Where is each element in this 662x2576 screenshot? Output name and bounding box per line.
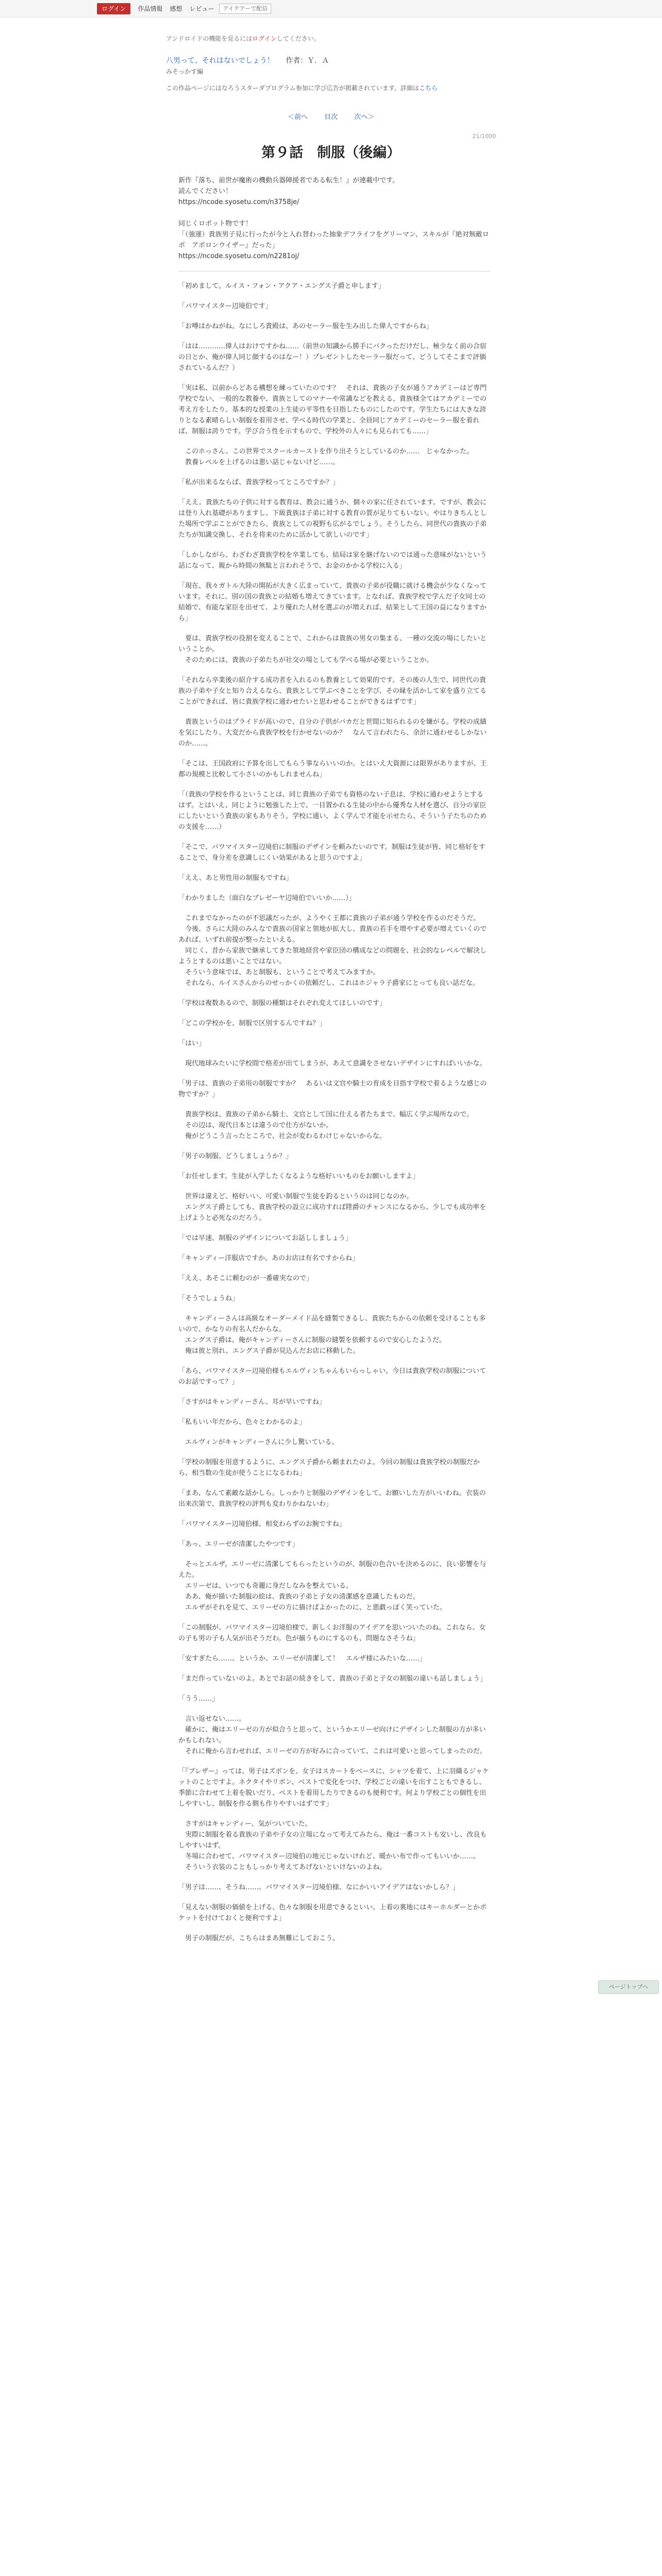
paragraph: 貴族学校は、貴族の子弟から騎士、文官として国に仕える者たちまで、幅広く学ぶ場所なので。 その辺は、現代日本とは違うので仕方がないか。 俺がどうこう言ったところで、社会が変わるわけじゃないからな。 (185, 1111, 473, 1140)
paragraph: 「まあ、なんて素敵な話かしら。しっかりと制服のデザインをして、お願いした方がいいわね。衣装の出来次第で、貴族学校の評判も変わりかねないわ」 (178, 1489, 486, 1508)
paragraph: 「『ブレザー』っては、男子はズボンを、女子はスカートをベースに、シャツを着て、上に羽織るジャケットのことですよ。ネクタイやリボン、ベストで変化をつけ、学校ごとの違いを出すこともできるし、季節に合わせて上着を脱いだり、ベストを着用したりできるのも便利です。何より学校ごとの個性を出しやすいし、制服を作る側も作りやすいはずです」 (178, 1768, 489, 1808)
paragraph: 世界は違えど、格好いい、可愛い制服で生徒を釣るというのは同じなのか。 エングス子爵としても、貴族学校の設立に成功すれば陞爵のチャンスになるから、少しでも成功率を上げようと必死なのだろう。 (178, 1193, 486, 1222)
next-link[interactable]: 次へ＞ (354, 113, 375, 121)
paragraph: 「ええ、あと男性用の制服もですね」 (178, 874, 293, 882)
paragraph: 要は、貴族学校の役割を変えることで、これからは貴族の男女の集まる、一種の交流の場にしたいということか。 そのためには、貴族の子弟たちが社交の場としても学べる場が必要ということか。 (178, 635, 487, 664)
paragraph: 「では早速、制服のデザインについてお話ししましょう」 (178, 1234, 352, 1242)
paragraph: 「初めまして。ルイス・フォン・アクア・エングス子爵と申します」 (178, 282, 385, 290)
paragraph: さすがはキャンディー、気がついていた。 実際に制服を着る貴族の子弟や子女の立場になって考えてみたら、俺は一番コストも安いし、改良もしやすいはず。 冬場に合わせて、パワマイスター辺境伯の地元じゃないけれど、暖かい布で作ってもいいか……。 そういう衣装のこともしっかり考えてあげないといけないのよね。 (178, 1820, 487, 1871)
ad-notice-link[interactable]: こちら (419, 84, 438, 92)
paragraph: 「実は私、以前からどある構想を練っていたのです？ それは、貴族の子女が通うアカデミーはど専門学校でない、一般的な教養や、貴族としてのマナーや常識などを教える、貴族様全てはアカデミーでの考え方をしたり、基本的な授業の上生徒の平等性を目指したものにしたのです。学生たちには大きな誇りとなる素晴らしい制服を着用させ、学べる時代の学業と、全員同じアカデミーのセーラー服を着れば、制服は誇りです。学び合う性を示すもので、学校外の人々にも見られても……」 (178, 384, 487, 435)
login-notice-post: してください。 (276, 35, 320, 42)
paragraph: 現代地球みたいに学校間で格差が出てしまうが、あえて意識をさせないデザインにすればいいかな。 (178, 1060, 487, 1067)
nav-link-info[interactable]: 作品情報 (138, 5, 163, 12)
paragraph: 「まだ作っていないのよ。あとでお話の続きをして、貴族の子弟と子女の制服の違いも話しましょう」 (178, 1675, 487, 1683)
paragraph: 「しかしながら、わざわざ貴族学校を卒業しても、結局は家を継げないのでは通った意味がないという話になって、親から時間の無駄と言われそうで、お金のかかる学校に入る」 (178, 551, 487, 570)
paragraph: 「安すぎたら……、というか、エリーゼが清潔して！ エルザ様にみたいな……」 (178, 1655, 426, 1663)
page-top-button[interactable]: ページトップへ (598, 1980, 659, 1994)
paragraph: 「（貴族の学校を作るということは、同じ貴族の子弟でも資格のない子息は、学校に通わせようとするはず。とはいえ、同じように勉強した上で、一目置かれる生徒の中から優秀な人材を選び、自分の家臣にしたいという貴族の家もありそう。学校に通い、よく学んで才能を示せたら、そういう子たちのための支援を……） (178, 791, 487, 831)
paragraph: これまでなかったのが不思議だったが、ようやく王都に貴族の子弟が通う学校を作るのだそうだ。 今後、さらに大陸のみんなで貴族の国家と領地が拡大し、貴族の若手を増やす必要が増えていくのであれば、いずれ前提が整ったといえる。 同じく、昔から家族で継承してきた領地経営や家臣団の構成などの問題を、社会的なレベルで解決しようとするのは悪いことではない。 そういう意味では、あと制服も、ということで考えてみますか。 それなら、ルイスさんからのせっかくの依頼だし、これはホジャラ子爵家にとっても良い話だな。 (178, 914, 487, 987)
paragraph: 「どこの学校かを、制服で区別するんですね？」 (178, 1020, 326, 1027)
paragraph: 「学校の制服を用意するように、エングス子爵から頼まれたのよ。今回の制服は貴族学校の制服だから、相当数の生徒が使うことになるわね」 (178, 1459, 480, 1477)
paragraph: 「はは…………偉人はおけですかね……（前世の知識から勝手にパクっただけだし、極少なく前の合宿の日とか、俺が偉人同じ顔するのはなー！）プレゼントしたセーラー服だって、どうしてそこまで評価されているんだ？） (178, 343, 487, 372)
paragraph: 「ええ、あそこに頼むのが一番確実なので」 (178, 1275, 313, 1282)
series-title-link[interactable]: 八男って、それはないでしょう！ (166, 57, 274, 65)
nav-link-review[interactable]: レビュー (189, 5, 214, 12)
paragraph: 「あっ、エリーゼが清潔したやつです」 (178, 1540, 299, 1548)
paragraph: 言い返せない……。 確かに、俺はエリーゼの方が似合うと思って、というかエリーゼ向けにデザインした制服の方が多いかもしれない。 それに俺から言わせれば、エリーゼの方が好みに合っていて、これは可愛いと思ってしまったのだ。 (178, 1715, 487, 1755)
prev-link[interactable]: ＜前へ (287, 113, 308, 121)
login-notice-pre: アンドロイドの機能を見るには (166, 35, 253, 42)
paragraph: エルヴィンがキャンディーさんに少し驚いている。 (178, 1438, 339, 1446)
paragraph: 「私が出来るならば、貴族学校ってところですか？」 (178, 479, 339, 486)
paragraph: 「お噂はかねがね。なにしろ貴殿は、あのセーラー服を生み出した偉人ですからね」 (178, 323, 433, 330)
paragraph: 「はい」 (178, 1040, 206, 1047)
paragraph: 「現在、我々ガトル大陸の開拓が大きく広まっていて、貴族の子弟が役職に就ける機会が少なくなっています。それに、別の国の貴族との結婚も増えてきています。となれば、貴族学校で学んだ子女同士の結婚で、有能な家臣を出せて、より優れた人材を選ぶのが増えれば、結果として王国の益になりますから」 (178, 582, 487, 622)
paragraph: 「男子の制服、どうしましょうか？」 (178, 1153, 293, 1160)
paragraph: 「さすがはキャンディーさん、耳が早いですね」 (178, 1398, 326, 1406)
paragraph: 「学校は複数あるので、制服の種類はそれぞれ変えてほしいのです」 (178, 999, 386, 1007)
nav-link-impressions[interactable]: 感想 (170, 5, 183, 12)
paragraph: 「男子は、貴族の子弟用の制服ですか？ あるいは文官や騎士の育成を目指す学校で着るような感じの物ですか？」 (178, 1080, 487, 1098)
distribute-button[interactable]: アイテアーで配信 (219, 4, 271, 14)
login-notice-link[interactable]: ログイン (252, 35, 277, 42)
paragraph: 「うう……」 (178, 1695, 219, 1703)
paragraph: 「男子は……、そうね……。パワマイスター辺境伯様、なにかいいアイデアはないかしら？」 (178, 1884, 459, 1891)
paragraph: 「キャンディー洋服店ですか。あのお店は有名ですからね」 (178, 1255, 359, 1262)
paragraph: 「わかりました（面白なプレゼーヤ辺境伯でいいか……）」 (178, 894, 356, 902)
paragraph: 「そこで、パワマイスター辺境伯に制服のデザインを頼みたいのです。制服は生徒が皆、同じ格好をすることで、身分差を意識しにくい効果があると思うのですよ」 (178, 843, 486, 862)
paragraph: 「パワマイスター辺境伯様、相変わらずのお腕ですね」 (178, 1520, 346, 1528)
series-header (166, 56, 496, 66)
paragraph: 「この制服が、パワマイスター辺境伯様で、新しくお洋服のアイデアを思いついたのね。これなら、女の子も男の子も人気が出そうだわ。色が揃うものにするのも、問題なさそうね」 (178, 1624, 486, 1642)
paragraph: 「ええ。貴族たちの子供に対する教育は、教会に通うか、個々の家に任されています。ですが、教会には登り入れ基礎がありますし、下級貴族は子弟に対する教育の質が足りてもいない。やはりきちんとした場所で学ぶことができたら、貴族としての視野も広がるでしょう。そうしたら、同世代の貴族の子弟たちが知識交換し、それを将来のために活かして欲しいのです」 (178, 499, 487, 539)
top-bar-nav (97, 3, 271, 14)
paragraph-list (178, 281, 490, 1944)
author-ad-block: 新作『落ち、前世が魔術の機動兵器陣援者である転生！』が連載中です。 読んでください！ https://ncode.syosetu.com/n3758je/ 同じくロボット物です！ 「（強運）貴族男子見に行ったが今と入れ替わった抽象デフライフをグリーマン、スキルが『絶対無敵ロボ アポロンウイザー』だった」 https://ncode.syosetu.com/n2281oj/ (178, 177, 489, 260)
paragraph: 「見えない制服の価値を上げる、色々な制服を用意できるといい。上着の裏地にはキーホルダーとかポケットを付けておくと便利ですよ」 (178, 1904, 487, 1922)
paragraph: 「お任せします。生徒が入学したくなるような格好いいものをお願いしますよ」 (178, 1173, 419, 1180)
chapter-pager (166, 111, 496, 121)
ad-notice (166, 83, 496, 92)
top-bar (0, 0, 662, 18)
paragraph: 「あら、パワマイスター辺境伯様もエルヴィンちゃんもいらっしゃい。今日は貴族学校の制服についてのお話ですって？」 (178, 1367, 486, 1386)
paragraph: 「私もいい年だから、色々とわかるのよ」 (178, 1418, 306, 1426)
paragraph: そっとエルザ。エリーゼに清潔してもらったというのが、制服の色合いを決めるのに、良い影響を与えた。 エリーゼは、いつでも奇麗に身だしなみを整えている。 ああ、俺が描いた制服の絵は、貴族の子弟と子女の清潔感を意識したものだ。 エルザがそれを見て、エリーゼの方に描けばよかったのに、と悪戯っぽく笑っていた。 (178, 1561, 486, 1612)
paragraph: 貴族というのはプライドが高いので、自分の子供がバカだと世間に知られるのを嫌がる。学校の成績を気にしたり、大変だから貴族学校を行かせないのか？ なんて言われたら、余計に通わせるしかないのか……。 (178, 718, 487, 748)
chapter-body (178, 175, 490, 1953)
paragraph: 「それなら卒業後の紹介する成功者を入れるのも教養として効果的です。その後の人生で、同世代の貴族の子弟や子女と知り合えるなら、貴族として学ぶべきことを学び、その縁を活かして家を盛り立てることができれば、皆に貴族学校に通わせたいと思わせることができるはずです」 (178, 676, 487, 706)
paragraph: 「パワマイスター辺境伯です」 (178, 302, 272, 310)
toc-link[interactable]: 目次 (324, 113, 338, 121)
ad-notice-text: この作品ページにはなろうスターダプログラム参加に学び広告が掲載されています。詳細は (166, 84, 419, 92)
series-subtitle: みそっかす編 (166, 68, 204, 75)
paragraph: このホっさん、この世界でスクールカーストを作り出そうとしているのか…… じゃなかった。 教養レベルを上げるのは悪い話じゃないけど……。 (185, 448, 473, 466)
chapter-title: 第９話 制服（後編） (261, 145, 401, 161)
paragraph: キャンディーさんは高級なオーダーメイド品を縫製できるし、貴族たちからの依頼を受けることも多いので、かなりの有名人だからな。 エングス子爵は、俺がキャンディーさんに制服の縫製を依頼するので安心したようだ。 俺は彼と別れ、エングス子爵が見込んだお店に移動した。 (178, 1315, 486, 1355)
separator (178, 271, 490, 272)
paragraph: 「そこは、王国政府に予算を出してもらう事ならいいのか。とはいえ大資源には限界がありますが、王都の規模と比較して小さいのかもしれませんね」 (178, 760, 487, 778)
paragraph: 男子の制服だが、こちらはまあ無難にしておこう。 (178, 1935, 340, 1942)
paragraph: 「そうでしょうね」 (178, 1295, 239, 1302)
login-notice (166, 34, 496, 43)
author-name[interactable]: 作者：Ｙ．Ａ (286, 57, 329, 65)
login-button[interactable]: ログイン (97, 3, 130, 14)
chapter-counter: 21/1000 (472, 133, 496, 140)
